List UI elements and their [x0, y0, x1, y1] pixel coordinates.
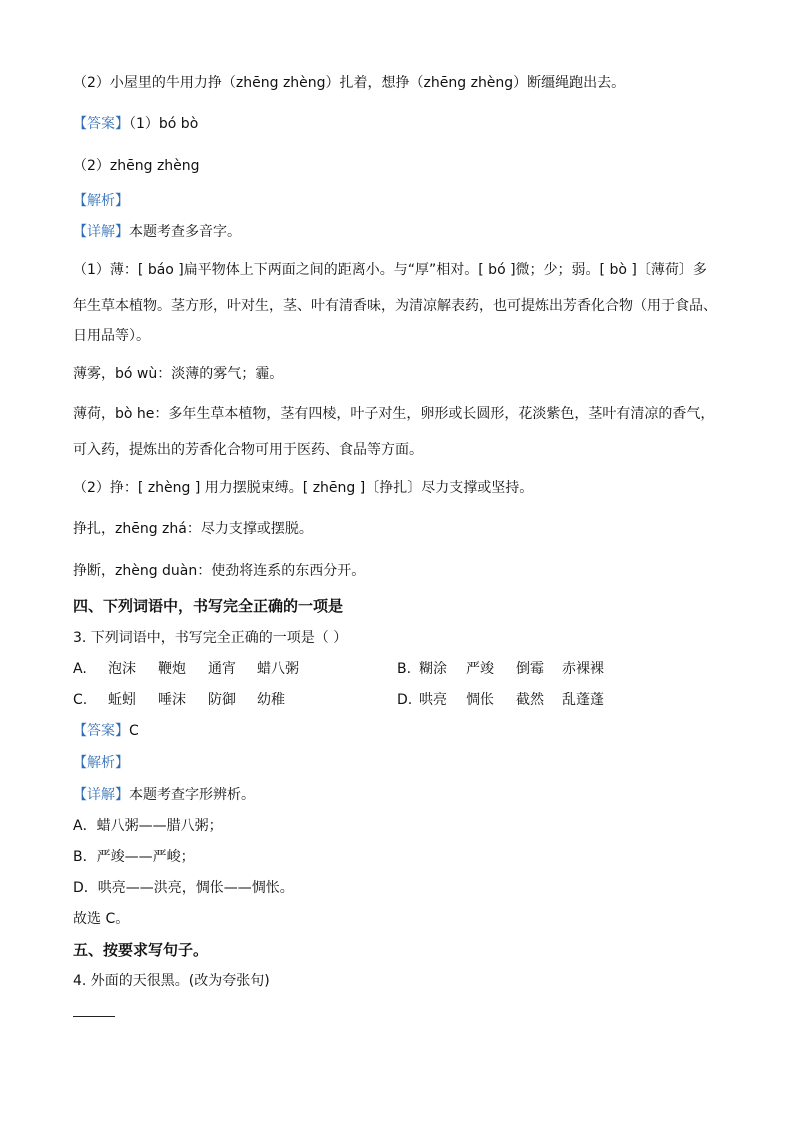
analysis-tag: 【解析】 — [73, 755, 129, 771]
answer-tag: 【答案】 — [73, 116, 129, 132]
analysis-tag: 【解析】 — [73, 193, 129, 209]
answer-line-1 — [73, 114, 198, 134]
answer-line-2: （2）zhēng zhèng — [73, 158, 200, 174]
answer-text: （1）bó bò — [129, 116, 199, 132]
section-4-heading: 四、下列词语中，书写完全正确的一项是 — [73, 597, 344, 615]
answer-blank-line — [73, 1016, 115, 1017]
detail-line — [73, 222, 241, 242]
option-d: D. 哄亮 惆伥 截然 乱蓬蓬 — [397, 692, 604, 708]
option-c: C. 蚯蚓 唾沫 防御 幼稚 — [73, 692, 285, 708]
detail-text: 本题考查多音字。 — [129, 224, 241, 240]
option-b: B. 糊涂 严竣 倒霉 赤裸裸 — [397, 661, 604, 677]
explanation-line: 可入药，提炼出的芳香化合物可用于医药、食品等方面。 — [73, 442, 423, 458]
detail-tag: 【详解】 — [73, 787, 129, 803]
answer-3-text: C — [129, 723, 139, 739]
explanation-line: （1）薄：[ báo ]扁平物体上下两面之间的距离小。与“厚”相对。[ bó ]微；少；弱。[ bò ]〔薄荷〕多 — [73, 262, 707, 278]
explanation-line: 挣扎，zhēng zhá：尽力支撑或摆脱。 — [73, 521, 313, 537]
question-3: 3. 下列词语中，书写完全正确的一项是（ ） — [73, 630, 348, 646]
question-2-line: （2）小屋里的牛用力挣（zhēng zhèng）扎着，想挣（zhēng zhèng）断缰绳跑出去。 — [73, 75, 626, 91]
option-a: A. 泡沫 鞭炮 通宵 蜡八粥 — [73, 661, 299, 677]
fix-b: B．严竣——严峻； — [73, 849, 195, 865]
explanation-line: （2）挣：[ zhèng ] 用力摆脱束缚。[ zhēng ]〔挣扎〕尽力支撑或坚持。 — [73, 480, 534, 496]
explanation-line: 挣断，zhèng duàn：使劲将连系的东西分开。 — [73, 563, 366, 579]
explanation-line: 日用品等）。 — [73, 328, 150, 344]
question-4: 4. 外面的天很黑。(改为夸张句) — [73, 973, 270, 989]
selection-line: 故选 C。 — [73, 911, 130, 927]
answer-3-line — [73, 721, 139, 741]
explanation-line: 薄雾，bó wù：淡薄的雾气；霾。 — [73, 366, 284, 382]
explanation-line: 薄荷，bò he：多年生草本植物，茎有四棱，叶子对生，卵形或长圆形，花淡紫色，茎叶有清凉的香气， — [73, 406, 715, 422]
detail-tag: 【详解】 — [73, 224, 129, 240]
fix-a: A．蜡八粥——腊八粥； — [73, 818, 223, 834]
fix-d: D．哄亮——洪亮，惆伥——惆怅。 — [73, 880, 294, 896]
section-5-heading: 五、按要求写句子。 — [73, 941, 209, 959]
answer-tag: 【答案】 — [73, 723, 129, 739]
detail-line — [73, 785, 255, 805]
detail-text: 本题考查字形辨析。 — [129, 787, 255, 803]
explanation-line: 年生草本植物。茎方形，叶对生，茎、叶有清香味，为清凉解表药，也可提炼出芳香化合物（用于食品、 — [73, 298, 717, 314]
